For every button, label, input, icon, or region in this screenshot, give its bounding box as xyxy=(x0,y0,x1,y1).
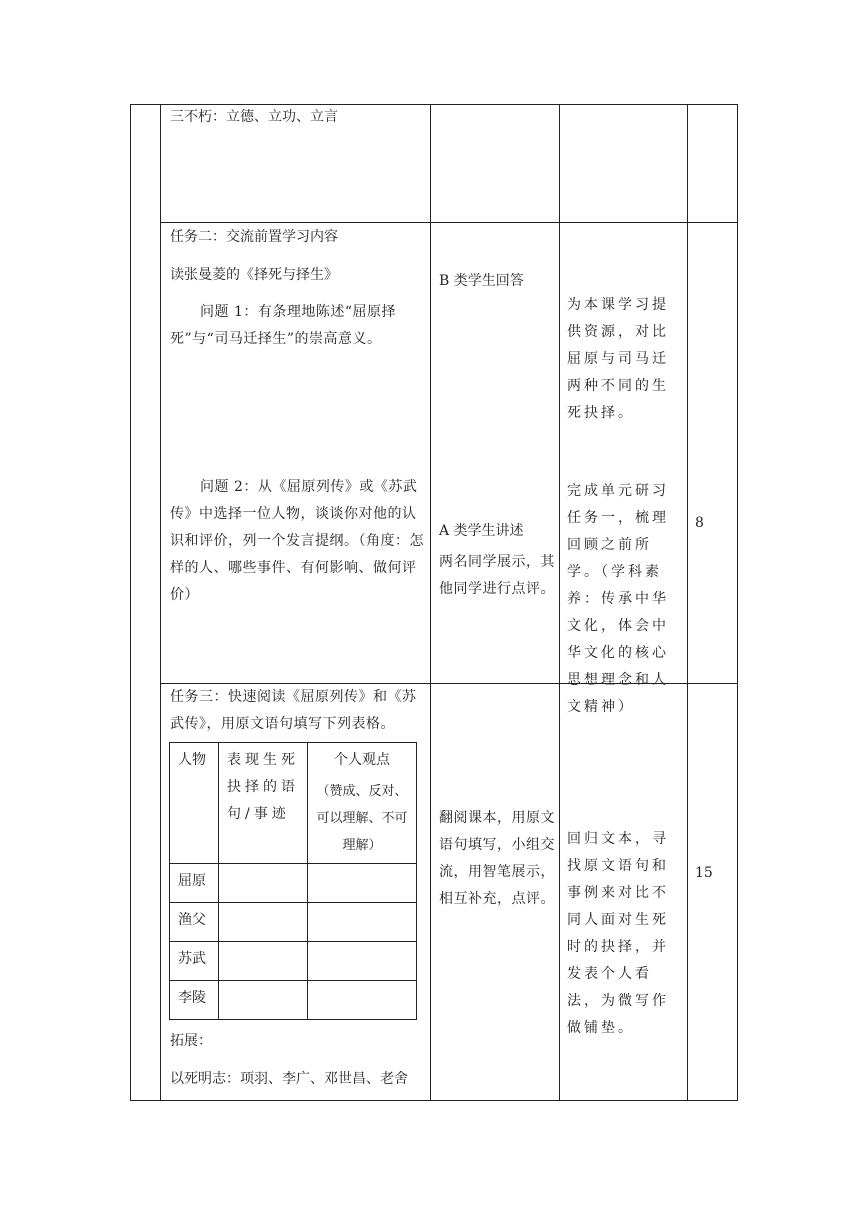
row2-question-2: 问题 2：从《屈原列传》或《苏武传》中选择一位人物，谈谈你对他的认识和评价，列一个发言提纲。（角度：怎样的人、哪些事件、有何影响、做何评价） xyxy=(170,479,424,603)
fill-table-header-person: 人物 xyxy=(170,743,219,864)
row3-task-title: 任务三：快速阅读《屈原列传》和《苏武传》，用原文语句填写下列表格。 xyxy=(170,689,417,732)
row2-time: 8 xyxy=(695,515,704,531)
fill-table-header-opinion-options: （赞成、反对、可以理解、不可理解） xyxy=(316,784,408,853)
table-border-col3 xyxy=(559,104,560,1101)
row2-student-a: A 类学生讲述 xyxy=(439,523,524,539)
fill-table-person: 屈原 xyxy=(170,864,219,903)
row-divider-1 xyxy=(160,222,738,223)
row3-intent: 回归文本，寻找原文语句和事例来对比不同人面对生死时的抉择，并发表个人看法，为微写作做铺垫。 xyxy=(567,831,669,1036)
fill-table-person: 李陵 xyxy=(170,981,219,1020)
row2-task-title: 任务二：交流前置学习内容 xyxy=(170,229,338,245)
row3-time: 15 xyxy=(695,865,713,881)
table-border-col2 xyxy=(430,104,431,1101)
fill-table-evidence-cell[interactable] xyxy=(219,981,308,1020)
row3-extension: 以死明志：项羽、李广、邓世昌、老舍 xyxy=(170,1071,408,1087)
fill-table-opinion-cell[interactable] xyxy=(308,981,417,1020)
row3-extension-label: 拓展： xyxy=(170,1033,212,1049)
row2-reading: 读张曼菱的《择死与择生》 xyxy=(170,267,338,283)
fill-table-opinion-cell[interactable] xyxy=(308,903,417,942)
table-row xyxy=(170,903,417,942)
row3-student-activity: 翻阅课本，用原文语句填写，小组交流，用智笔展示，相互补充，点评。 xyxy=(439,810,555,907)
row1-content: 三不朽：立德、立功、立言 xyxy=(170,109,338,125)
table-border-right xyxy=(737,104,738,1101)
table-row xyxy=(170,864,417,903)
fill-table-evidence-cell[interactable] xyxy=(219,864,308,903)
fill-table-opinion-cell[interactable] xyxy=(308,864,417,903)
table-border-col1 xyxy=(160,104,161,1101)
fill-table-person: 苏武 xyxy=(170,942,219,981)
row2-intent-2: 完成单元研习任务一，梳理回顾之前所学。（学科素养：传承中华文化，体会中华文化的核心思想理念和人文精神） xyxy=(567,483,669,715)
fill-table-header-opinion-title: 个人观点 xyxy=(334,752,390,768)
fill-table-evidence-cell[interactable] xyxy=(219,942,308,981)
fill-table-person: 渔父 xyxy=(170,903,219,942)
table-row xyxy=(170,981,417,1020)
fill-table-header-opinion xyxy=(308,743,417,864)
row2-student-a-detail: 两名同学展示，其他同学进行点评。 xyxy=(439,554,555,597)
table-row xyxy=(170,942,417,981)
fill-table-header-row xyxy=(170,743,417,864)
row2-intent-1: 为本课学习提供资源，对比屈原与司马迁两种不同的生死抉择。 xyxy=(567,297,669,421)
table-border-col4 xyxy=(687,104,688,1101)
table-border-bottom xyxy=(130,1100,738,1101)
table-border-left xyxy=(130,104,131,1101)
row2-student-b: B 类学生回答 xyxy=(439,273,524,289)
row2-question-1: 问题 1：有条理地陈述“屈原择死”与“司马迁择生”的崇高意义。 xyxy=(170,304,397,347)
fill-table-opinion-cell[interactable] xyxy=(308,942,417,981)
fill-table-evidence-cell[interactable] xyxy=(219,903,308,942)
fill-table-header-evidence: 表现生死抉择的语句/事迹 xyxy=(219,743,308,864)
student-fill-table xyxy=(169,742,417,1020)
